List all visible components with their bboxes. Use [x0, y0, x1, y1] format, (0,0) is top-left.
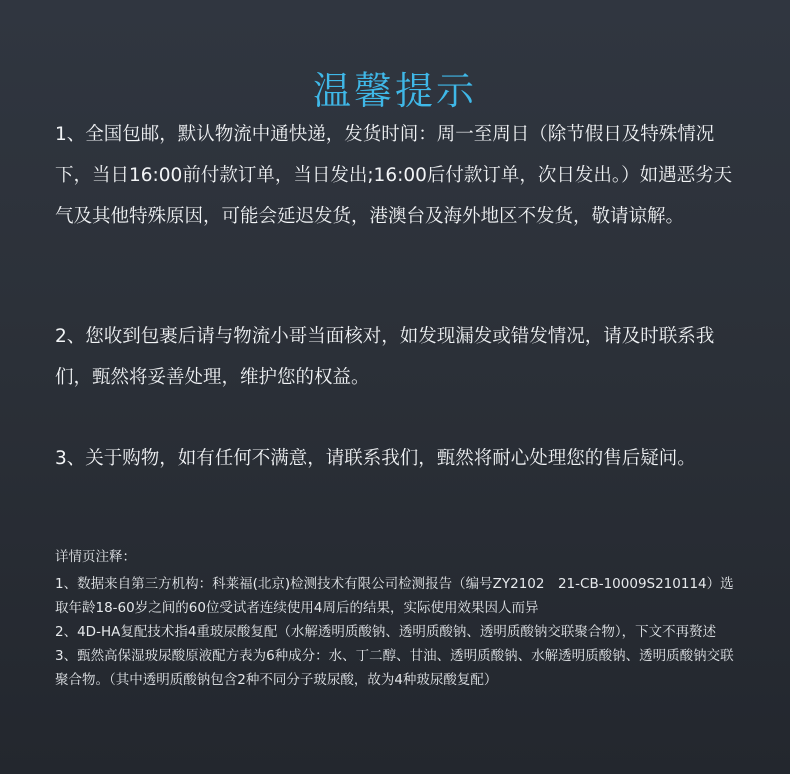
- footnote-item: 2、4D-HA复配技术指4重玻尿酸复配（水解透明质酸钠、透明质酸钠、透明质酸钠交联聚合物），下文不再赘述: [55, 624, 717, 640]
- footnote-item: 1、数据来自第三方机构：科莱福(北京)检测技术有限公司检测报告（编号ZY2102 21-CB-10009S210114）选取年龄18-60岁之间的60位受试者连续使用4周后的结果，实际使用效果因人而异: [55, 576, 734, 616]
- notice-package-check: 2、您收到包裹后请与物流小哥当面核对，如发现漏发或错发情况，请及时联系我们，甄然将妥善处理，维护您的权益。: [55, 326, 715, 388]
- notice-after-sales: 3、关于购物，如有任何不满意，请联系我们，甄然将耐心处理您的售后疑问。: [55, 448, 696, 469]
- footnote-item: 3、甄然高保湿玻尿酸原液配方表为6种成分：水、丁二醇、甘油、透明质酸钠、水解透明质酸钠、透明质酸钠交联聚合物。（其中透明质酸钠包含2种不同分子玻尿酸，故为4种玻尿酸复配）: [55, 648, 734, 688]
- page-title: 温馨提示: [312, 69, 477, 113]
- footnotes-heading: 详情页注释：: [55, 549, 136, 565]
- footnotes-section: [55, 545, 745, 692]
- notice-shipping: 1、全国包邮，默认物流中通快递，发货时间：周一至周日（除节假日及特殊情况下，当日16:00前付款订单，当日发出;16:00后付款订单，次日发出。）如遇恶劣天气及其他特殊原因，可能会延迟发货，港澳台及海外地区不发货，敬请谅解。: [55, 124, 733, 227]
